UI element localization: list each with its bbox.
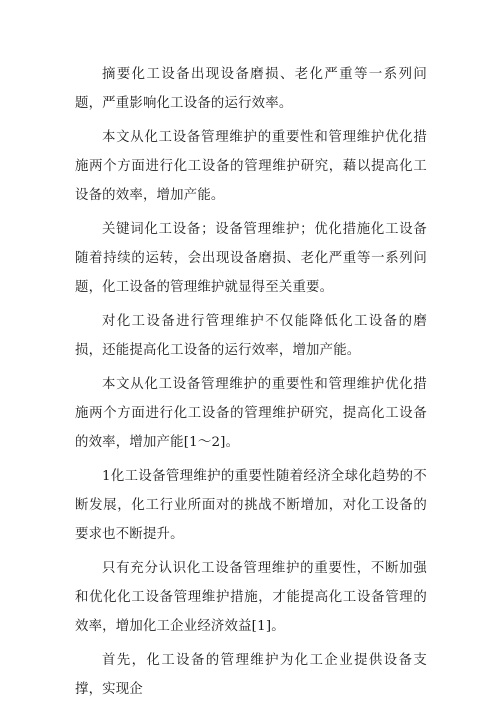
document-body <box>75 60 427 709</box>
paragraph-importance: 只有充分认识化工设备管理维护的重要性，不断加强和优化化工设备管理维护措施，才能提高化工设备管理的效率，增加化工企业经济效益[1]。 <box>75 561 427 634</box>
paragraph-maintenance-benefit: 对化工设备进行管理维护不仅能降低化工设备的磨损，还能提高化工设备的运行效率，增加产能。 <box>75 314 427 358</box>
paragraph-abstract: 摘要化工设备出现设备磨损、老化严重等一系列问题，严重影响化工设备的运行效率。 <box>75 67 427 111</box>
paragraph-study-scope: 本文从化工设备管理维护的重要性和管理维护优化措施两个方面进行化工设备的管理维护研究，提高化工设备的效率，增加产能[1～2]。 <box>75 377 427 450</box>
paragraph-keywords: 关键词化工设备；设备管理维护；优化措施化工设备随着持续的运转，会出现设备磨损、老化严重等一系列问题，化工设备的管理维护就显得至关重要。 <box>75 222 427 295</box>
paragraph-intro: 本文从化工设备管理维护的重要性和管理维护优化措施两个方面进行化工设备的管理维护研究，藉以提高化工设备的效率，增加产能。 <box>75 130 427 203</box>
paragraph-section-1: 1化工设备管理维护的重要性随着经济全球化趋势的不断发展，化工行业所面对的挑战不断增加，对化工设备的要求也不断提升。 <box>75 469 427 542</box>
paragraph-first-point: 首先，化工设备的管理维护为化工企业提供设备支撑，实现企 <box>75 653 427 697</box>
